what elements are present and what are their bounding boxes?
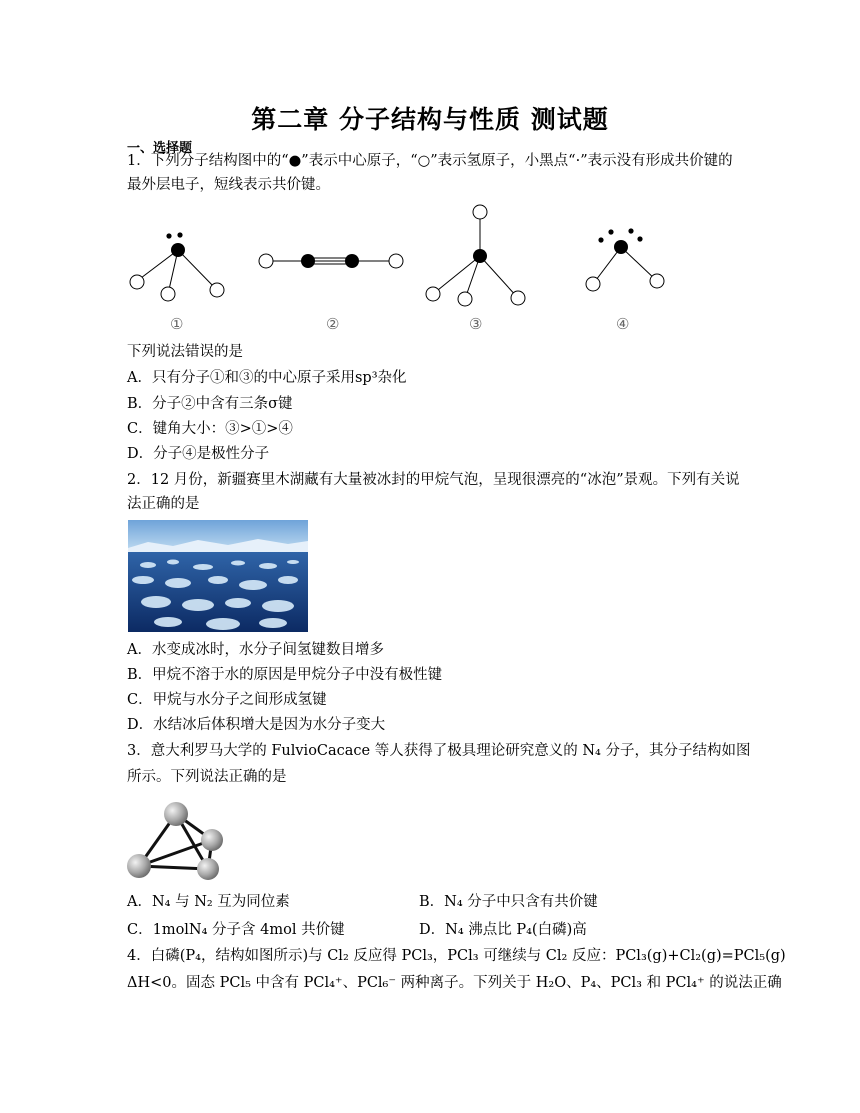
q2-stem-line1: 2．12 月份，新疆赛里木湖藏有大量被冰封的甲烷气泡，呈现很漂亮的“冰泡”景观。下列有关说 <box>127 472 740 488</box>
q3-option-a: A．N₄ 与 N₂ 互为同位素 <box>127 894 290 910</box>
q3-option-c: C．1molN₄ 分子含 4mol 共价键 <box>127 922 345 938</box>
ice-bubbles-photo <box>128 520 308 632</box>
n4-tetrahedron-diagram <box>120 790 235 885</box>
molecule-structures-diagram <box>115 198 695 338</box>
q1-prompt: 下列说法错误的是 <box>127 344 243 360</box>
page-title: 第二章 分子结构与性质 测试题 <box>251 105 609 134</box>
q2-option-a: A．水变成冰时，水分子间氢键数目增多 <box>127 642 384 658</box>
q3-stem-line2: 所示。下列说法正确的是 <box>127 769 287 785</box>
q2-stem-line2: 法正确的是 <box>127 496 200 512</box>
q2-option-d: D．水结冰后体积增大是因为水分子变大 <box>127 717 386 733</box>
q2-option-b: B．甲烷不溶于水的原因是甲烷分子中没有极性键 <box>127 667 443 683</box>
label-1: ① <box>170 315 184 333</box>
q3-option-b: B．N₄ 分子中只含有共价键 <box>419 894 598 910</box>
q1-option-c: C．键角大小：③>①>④ <box>127 421 293 437</box>
q1-option-a: A．只有分子①和③的中心原子采用sp³杂化 <box>127 370 407 386</box>
label-4: ④ <box>616 315 630 333</box>
label-3: ③ <box>469 315 483 333</box>
q1-option-d: D．分子④是极性分子 <box>127 446 270 462</box>
q1-option-b: B．分子②中含有三条σ键 <box>127 396 293 412</box>
q3-stem-line1: 3．意大利罗马大学的 FulvioCacace 等人获得了极具理论研究意义的 N₄ 分子，其分子结构如图 <box>127 743 751 759</box>
q3-option-d: D．N₄ 沸点比 P₄(白磷)高 <box>419 922 587 938</box>
q4-stem-line2: ΔH<0。固态 PCl₅ 中含有 PCl₄⁺、PCl₆⁻ 两种离子。下列关于 H₂O、P₄、PCl₃ 和 PCl₄⁺ 的说法正确 <box>127 975 782 991</box>
label-2: ② <box>326 315 340 333</box>
section-heading: 一、选择题 <box>127 141 193 156</box>
molecule-1 <box>130 232 224 333</box>
q1-stem-line2: 最外层电子，短线表示共价键。 <box>127 177 330 193</box>
molecule-2 <box>259 254 403 333</box>
q4-stem-line1: 4．白磷(P₄，结构如图所示)与 Cl₂ 反应得 PCl₃，PCl₃ 可继续与 Cl₂ 反应：PCl₃(g)+Cl₂(g)=PCl₅(g) <box>127 948 786 964</box>
molecule-3 <box>426 205 525 333</box>
q1-stem-line1: 1．下列分子结构图中的“●”表示中心原子，“○”表示氢原子，小黑点“·”表示没有形成共价键的 <box>127 153 733 169</box>
q2-option-c: C．甲烷与水分子之间形成氢键 <box>127 692 327 708</box>
molecule-4 <box>586 228 664 333</box>
